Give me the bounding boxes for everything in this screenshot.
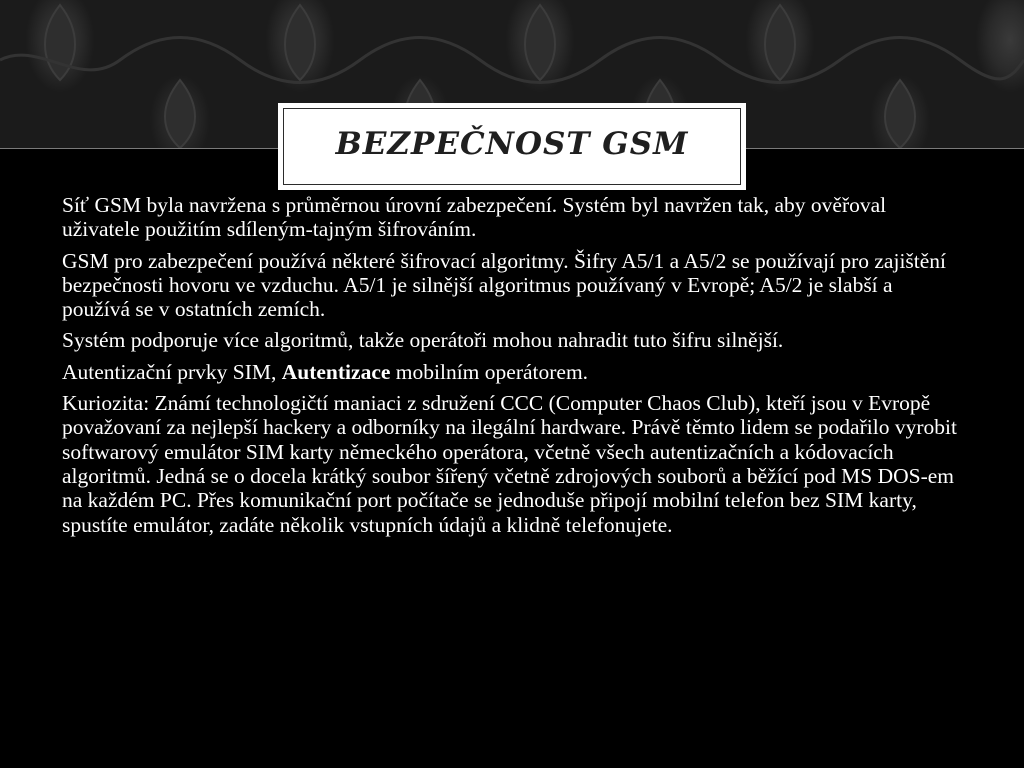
title-frame — [283, 108, 741, 185]
auth-text-after: mobilním operátorem. — [390, 359, 589, 384]
auth-paragraph — [62, 360, 962, 384]
auth-text-before: Autentizační prvky SIM, — [62, 359, 282, 384]
paragraph: GSM pro zabezpečení používá některé šifrovací algoritmy. Šifry A5/1 a A5/2 se používají pro zajištění bezpečnosti hovoru ve vzduchu. A5/1 je silnější algoritmus používaný v Evropě; A5/2 je slabší a používá se v ostatních zemích. — [62, 248, 947, 322]
curiosity-paragraph: Kuriozita: Známí technologičtí maniaci z sdružení CCC (Computer Chaos Club), kteří jsou v Evropě považovaní za nejlepší hackery a odborníky na ilegální hardware. Právě těmto lidem se podařilo vyrobit softwarový emulátor SIM karty německého operátora, včetně všech autentizačních a kódovacích algoritmů. Jedná se o docela krátký soubor šířený včetně zdrojových souborů a běžící pod MS DOS-em na každém PC. Přes komunikační port počítače se jednoduše připojí mobilní telefon bez SIM karty, spustíte emulátor, zadáte několik vstupních údajů a klidně telefonujete. — [62, 391, 957, 537]
paragraph: Síť GSM byla navržena s průměrnou úrovní zabezpečení. Systém byl navržen tak, aby ověřoval uživatele použitím sdíleným-tajným šifrováním. — [62, 193, 887, 242]
auth-bold-term: Autentizace — [281, 359, 391, 384]
slide-title: BEZPEČNOST GSM — [335, 125, 689, 162]
body-content — [62, 193, 962, 544]
paragraph: Systém podporuje více algoritmů, takže operátoři mohou nahradit tuto šifru silnější. — [62, 328, 784, 353]
title-box — [278, 103, 746, 190]
